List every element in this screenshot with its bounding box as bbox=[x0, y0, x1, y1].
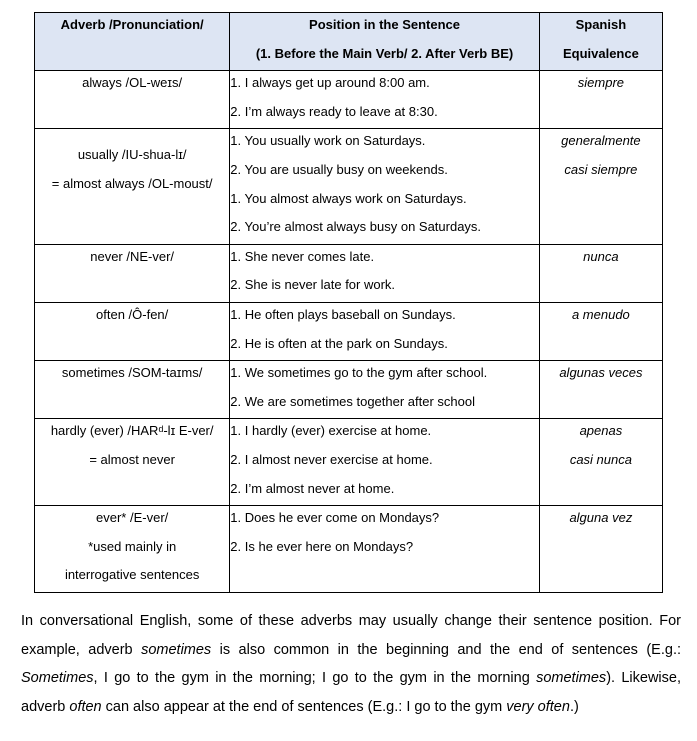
spanish-cell bbox=[539, 361, 662, 419]
spanish-text: siempre bbox=[577, 75, 625, 91]
table-row bbox=[35, 129, 663, 244]
spanish-cell bbox=[539, 419, 662, 506]
paragraph-text: is also common in the beginning and the end of sentences (E.g.: bbox=[211, 641, 681, 658]
examples-cell bbox=[230, 129, 539, 244]
emphasized-word: sometimes bbox=[141, 641, 212, 658]
paragraph-text: adverb bbox=[21, 698, 70, 715]
paragraph-line bbox=[21, 664, 681, 693]
spanish-text: generalmente bbox=[561, 133, 641, 149]
adverb-text: interrogative sentences bbox=[64, 567, 200, 583]
spanish-text: algunas veces bbox=[559, 365, 643, 381]
adverb-text: never /NE-ver/ bbox=[90, 248, 175, 264]
example-text: 1. Does he ever come on Mondays? bbox=[230, 510, 440, 526]
adverb-text: always /OL-weɪs/ bbox=[82, 75, 183, 91]
spanish-text: a menudo bbox=[571, 306, 630, 322]
spanish-cell bbox=[539, 244, 662, 302]
adverb-text: = almost never bbox=[89, 451, 175, 467]
example-text: 1. I always get up around 8:00 am. bbox=[230, 75, 430, 91]
header-text: (1. Before the Main Verb/ 2. After Verb BE) bbox=[255, 45, 514, 61]
example-text: 2. I’m always ready to leave at 8:30. bbox=[230, 103, 438, 119]
example-text: 1. He often plays baseball on Sundays. bbox=[230, 306, 456, 322]
example-text: 2. I almost never exercise at home. bbox=[230, 451, 433, 467]
examples-cell bbox=[230, 419, 539, 506]
header-spanish bbox=[539, 13, 662, 71]
header-text: Adverb /Pronunciation/ bbox=[60, 17, 204, 32]
examples-cell bbox=[230, 71, 539, 129]
emphasized-word: often bbox=[69, 698, 102, 715]
table-row bbox=[35, 302, 663, 360]
paragraph-line bbox=[21, 636, 681, 665]
emphasized-word: Sometimes bbox=[21, 670, 94, 686]
spacer bbox=[35, 129, 229, 143]
spanish-text: alguna vez bbox=[569, 510, 633, 526]
paragraph-text: example, adverb bbox=[21, 641, 142, 658]
emphasized-word: very often bbox=[506, 698, 570, 715]
spanish-text: casi nunca bbox=[569, 451, 632, 467]
adverb-text: sometimes /SOM-taɪms/ bbox=[61, 365, 203, 381]
example-text: 2. We are sometimes together after school bbox=[230, 393, 476, 409]
table-row bbox=[35, 361, 663, 419]
adverb-text: = almost always /OL-moust/ bbox=[51, 175, 213, 191]
paragraph-text: can also appear at the end of sentences (E.g.: I go to the gym bbox=[101, 698, 507, 715]
header-text: Equivalence bbox=[562, 45, 639, 61]
table-row bbox=[35, 71, 663, 129]
table-row bbox=[35, 419, 663, 506]
header-adverb bbox=[35, 13, 230, 71]
paragraph-text: .) bbox=[569, 698, 579, 715]
example-text: 2. Is he ever here on Mondays? bbox=[230, 538, 414, 554]
adverb-cell bbox=[35, 244, 230, 302]
paragraph-text: ). Likewise, bbox=[606, 670, 681, 686]
header-text: Spanish bbox=[575, 17, 627, 32]
paragraph-text: In conversational English, some of these adverbs may usually change their sentence position. For bbox=[21, 613, 681, 629]
adverb-cell bbox=[35, 361, 230, 419]
header-position bbox=[230, 13, 539, 71]
examples-cell bbox=[230, 506, 539, 593]
paragraph-text: , I go to the gym in the morning; I go to the gym in the morning bbox=[93, 670, 537, 686]
example-text: 1. She never comes late. bbox=[230, 248, 375, 264]
adverb-cell bbox=[35, 419, 230, 506]
adverb-cell bbox=[35, 506, 230, 593]
examples-cell bbox=[230, 302, 539, 360]
table-header-row bbox=[35, 13, 663, 71]
spanish-text: casi siempre bbox=[564, 161, 638, 177]
adverb-text: hardly (ever) /HARᵈ-lɪ E-ver/ bbox=[50, 423, 214, 439]
spanish-cell bbox=[539, 71, 662, 129]
adverb-text: often /Ô-fen/ bbox=[96, 306, 169, 322]
spanish-cell bbox=[539, 506, 662, 593]
table-row bbox=[35, 506, 663, 593]
adverb-table bbox=[34, 12, 663, 593]
explanatory-paragraph bbox=[21, 607, 681, 721]
example-text: 1. You usually work on Saturdays. bbox=[230, 133, 426, 149]
emphasized-word: sometimes bbox=[536, 670, 607, 686]
spanish-text: nunca bbox=[583, 248, 619, 264]
adverb-text: usually /IU-shua-lɪ/ bbox=[77, 147, 187, 163]
spanish-cell bbox=[539, 129, 662, 244]
example-text: 2. You are usually busy on weekends. bbox=[230, 161, 448, 177]
example-text: 1. We sometimes go to the gym after school. bbox=[230, 365, 488, 381]
adverb-cell bbox=[35, 129, 230, 244]
example-text: 2. She is never late for work. bbox=[230, 277, 396, 293]
adverb-cell bbox=[35, 302, 230, 360]
example-text: 1. You almost always work on Saturdays. bbox=[230, 190, 467, 206]
example-text: 2. I’m almost never at home. bbox=[230, 480, 395, 496]
example-text: 2. You’re almost always busy on Saturdays. bbox=[230, 219, 482, 235]
examples-cell bbox=[230, 244, 539, 302]
spanish-cell bbox=[539, 302, 662, 360]
adverb-cell bbox=[35, 71, 230, 129]
spanish-text: apenas bbox=[579, 423, 623, 439]
paragraph-line bbox=[21, 607, 681, 636]
adverb-text: *used mainly in bbox=[88, 538, 177, 554]
table-row bbox=[35, 244, 663, 302]
header-text: Position in the Sentence bbox=[309, 17, 461, 32]
example-text: 1. I hardly (ever) exercise at home. bbox=[230, 423, 432, 439]
paragraph-line bbox=[21, 693, 681, 722]
example-text: 2. He is often at the park on Sundays. bbox=[230, 335, 448, 351]
adverb-text: ever* /E-ver/ bbox=[96, 510, 169, 526]
examples-cell bbox=[230, 361, 539, 419]
